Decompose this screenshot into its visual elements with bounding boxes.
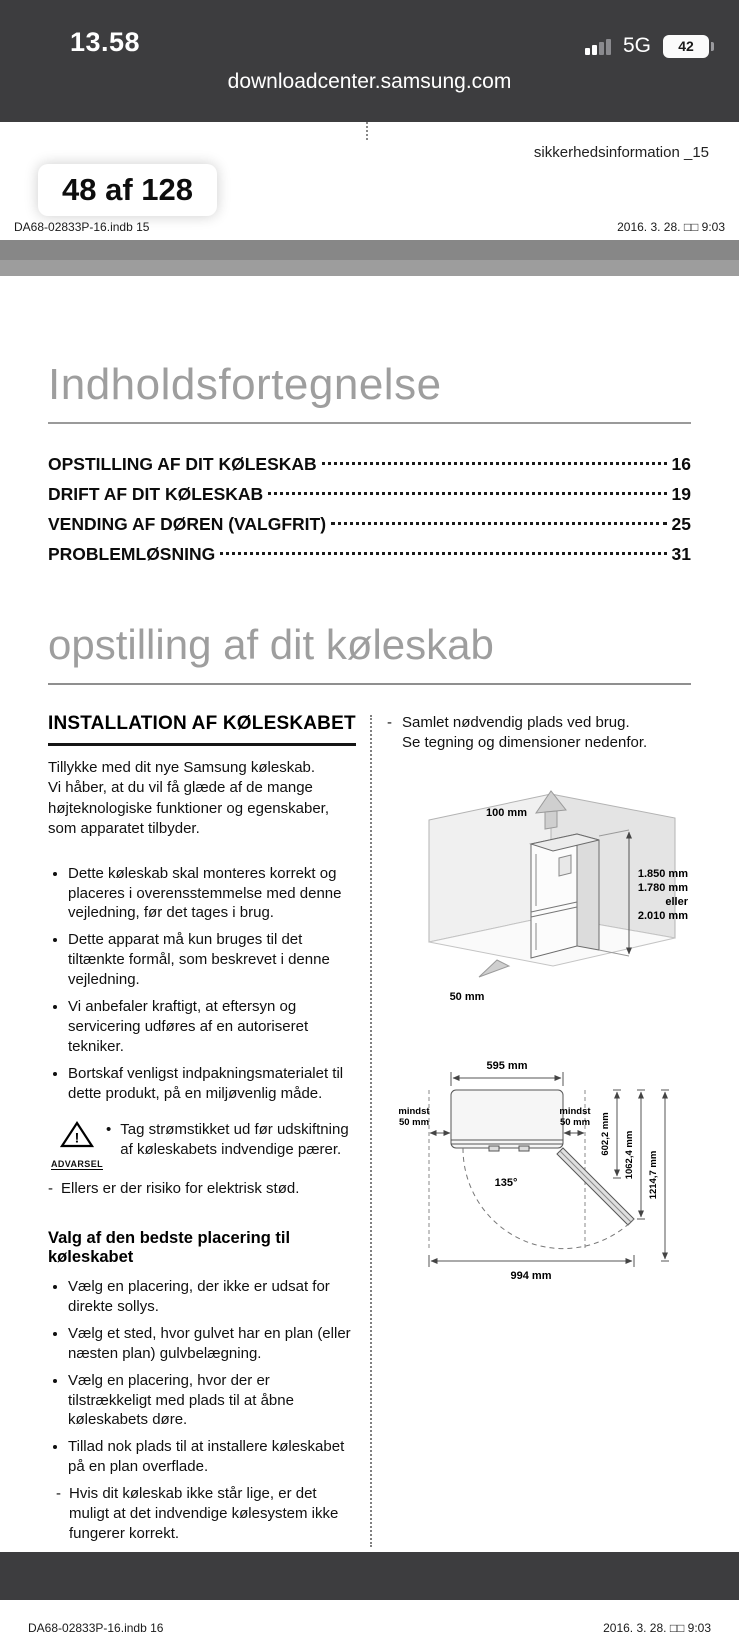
clock: 13.58: [70, 27, 141, 57]
space-requirement-note: [387, 713, 691, 754]
label-top-clearance: 100 mm: [486, 806, 527, 819]
toc-entry-page: 31: [671, 544, 691, 564]
page-15-tail: [0, 122, 739, 240]
warning-note: - Ellers er der risiko for elektrisk stød.: [48, 1179, 356, 1199]
toc-entry[interactable]: [48, 454, 691, 475]
page-16-footer-file: DA68-02833P-16.indb 16: [28, 1621, 164, 1635]
network-type-label: 5G: [622, 34, 651, 57]
dot-leader: [220, 552, 666, 555]
placement-note: - Hvis dit køleskab ikke står lige, er det muligt at det indvendige kølesystem ikke fungerer korrekt.: [48, 1484, 356, 1544]
label-min-right-2: 50 mm: [559, 1116, 591, 1128]
label-width: 595 mm: [486, 1059, 528, 1072]
label-depth-mid: 1062,4 mm: [624, 1130, 635, 1180]
toc-title: Indholdsfortegnelse: [48, 360, 691, 424]
page-separator: [0, 240, 739, 276]
page-indicator-overlay[interactable]: 48 af 128: [38, 164, 217, 216]
warning-triangle-icon: [60, 1120, 94, 1149]
toc-entry-page: 25: [671, 514, 691, 534]
bullet-item: • Vælg en placering, hvor der er tilstrækkeligt med plads til at åbne køleskabets døre.: [68, 1371, 356, 1431]
placement-bullets: [48, 1277, 356, 1477]
label-min-right-1: mindst: [559, 1105, 591, 1117]
toc-entry-label: DRIFT AF DIT KØLESKAB: [48, 484, 264, 504]
note-line: Se tegning og dimensioner nedenfor.: [402, 734, 648, 752]
toc-entry-label: PROBLEMLØSNING: [48, 544, 216, 564]
label-height-or: eller: [665, 895, 688, 908]
label-depth-door: 602,2 mm: [600, 1112, 611, 1156]
label-min-left-1: mindst: [398, 1105, 430, 1117]
browser-bottom-bar[interactable]: [0, 1552, 739, 1600]
left-column: [48, 713, 356, 1587]
page-15-running-header: sikkerhedsinformation _15: [533, 144, 709, 161]
dot-leader: [268, 492, 666, 495]
column-divider-remnant: [366, 122, 368, 140]
label-min-left-2: 50 mm: [398, 1116, 430, 1128]
label-rear-clearance: 50 mm: [449, 990, 485, 1003]
address-bar[interactable]: downloadcenter.samsung.com: [227, 70, 512, 93]
status-bar: [0, 0, 739, 122]
column-divider: [370, 715, 372, 1547]
fridge-side: [577, 834, 599, 950]
installation-bullets: [48, 864, 356, 1104]
bullet-item: • Vælg en placering, der ikke er udsat for direkte sollys.: [68, 1277, 356, 1317]
table-of-contents: [48, 454, 691, 565]
page-16: [0, 360, 739, 1635]
toc-entry-page: 16: [671, 454, 691, 474]
placement-subheading: Valg af den bedste placering til køleskabet: [48, 1228, 291, 1266]
toc-entry[interactable]: [48, 544, 691, 565]
intro-paragraph: [48, 758, 356, 840]
toc-entry[interactable]: [48, 514, 691, 535]
battery-icon: 42: [663, 35, 709, 58]
page-15-footer-date: 2016. 3. 28. □□ 9:03: [617, 220, 725, 234]
signal-strength-icon: [585, 38, 611, 55]
floor-arrow-icon: [479, 960, 509, 977]
label-depth-total: 1214,7 mm: [648, 1150, 659, 1200]
bullet-item: • Vælg et sted, hvor gulvet har en plan (eller næsten plan) gulvbelægning.: [68, 1324, 356, 1364]
warning-block: [48, 1120, 356, 1172]
toc-entry-label: OPSTILLING AF DIT KØLESKAB: [48, 454, 317, 474]
note-line: - Samlet nødvendig plads ved brug.: [402, 714, 630, 731]
label-height-2: 1.780 mm: [637, 881, 688, 894]
toc-entry[interactable]: [48, 484, 691, 505]
fridge-top-view: [451, 1090, 563, 1148]
right-column: [387, 713, 691, 1587]
dot-leader: [322, 462, 667, 465]
warning-text: • Tag strømstikket ud før udskiftning af køleskabets indvendige pærer.: [106, 1120, 356, 1172]
intro-line: Vi håber, at du vil få glæde af de mange højteknologiske funktioner og egenskaber, som apparatet tilbyder.: [48, 779, 330, 838]
door-swing-diagram: [389, 1058, 689, 1290]
fridge-front: [531, 834, 577, 958]
bullet-item: • Dette apparat må kun bruges til det tiltænkte formål, som beskrevet i denne vejledning.: [68, 930, 356, 990]
page-16-footer-date: 2016. 3. 28. □□ 9:03: [603, 1621, 711, 1635]
intro-line: Tillykke med dit nye Samsung køleskab.: [48, 759, 316, 776]
toc-entry-label: VENDING AF DØREN (VALGFRIT): [48, 514, 327, 534]
bullet-item: • Vi anbefaler kraftigt, at eftersyn og servicering udføres af en autoriseret tekniker.: [68, 997, 356, 1057]
clearance-diagram: [389, 780, 689, 1032]
label-bottom-width: 994 mm: [510, 1269, 552, 1282]
warning-exclamation-glyph: !: [74, 1129, 80, 1146]
pdf-viewer: [0, 122, 739, 1635]
toc-entry-page: 19: [671, 484, 691, 504]
page-15-footer-file: DA68-02833P-16.indb 15: [14, 220, 150, 234]
label-door-angle: 135°: [494, 1176, 518, 1189]
bullet-item: • Bortskaf venligst indpakningsmaterialet til dette produkt, på en miljøvenlig måde.: [68, 1064, 356, 1104]
dot-leader: [331, 522, 666, 525]
warning-label: ADVARSEL: [50, 1158, 104, 1169]
label-height-1: 1.850 mm: [637, 867, 688, 880]
installation-heading: INSTALLATION AF KØLESKABET: [48, 713, 356, 746]
section-title: opstilling af dit køleskab: [48, 621, 691, 685]
label-height-3: 2.010 mm: [637, 909, 688, 922]
bullet-item: • Tillad nok plads til at installere køleskabet på en plan overflade.: [68, 1437, 356, 1477]
bullet-item: • Dette køleskab skal monteres korrekt og placeres i overensstemmelse med denne vejledning, før det tages i brug.: [68, 864, 356, 924]
